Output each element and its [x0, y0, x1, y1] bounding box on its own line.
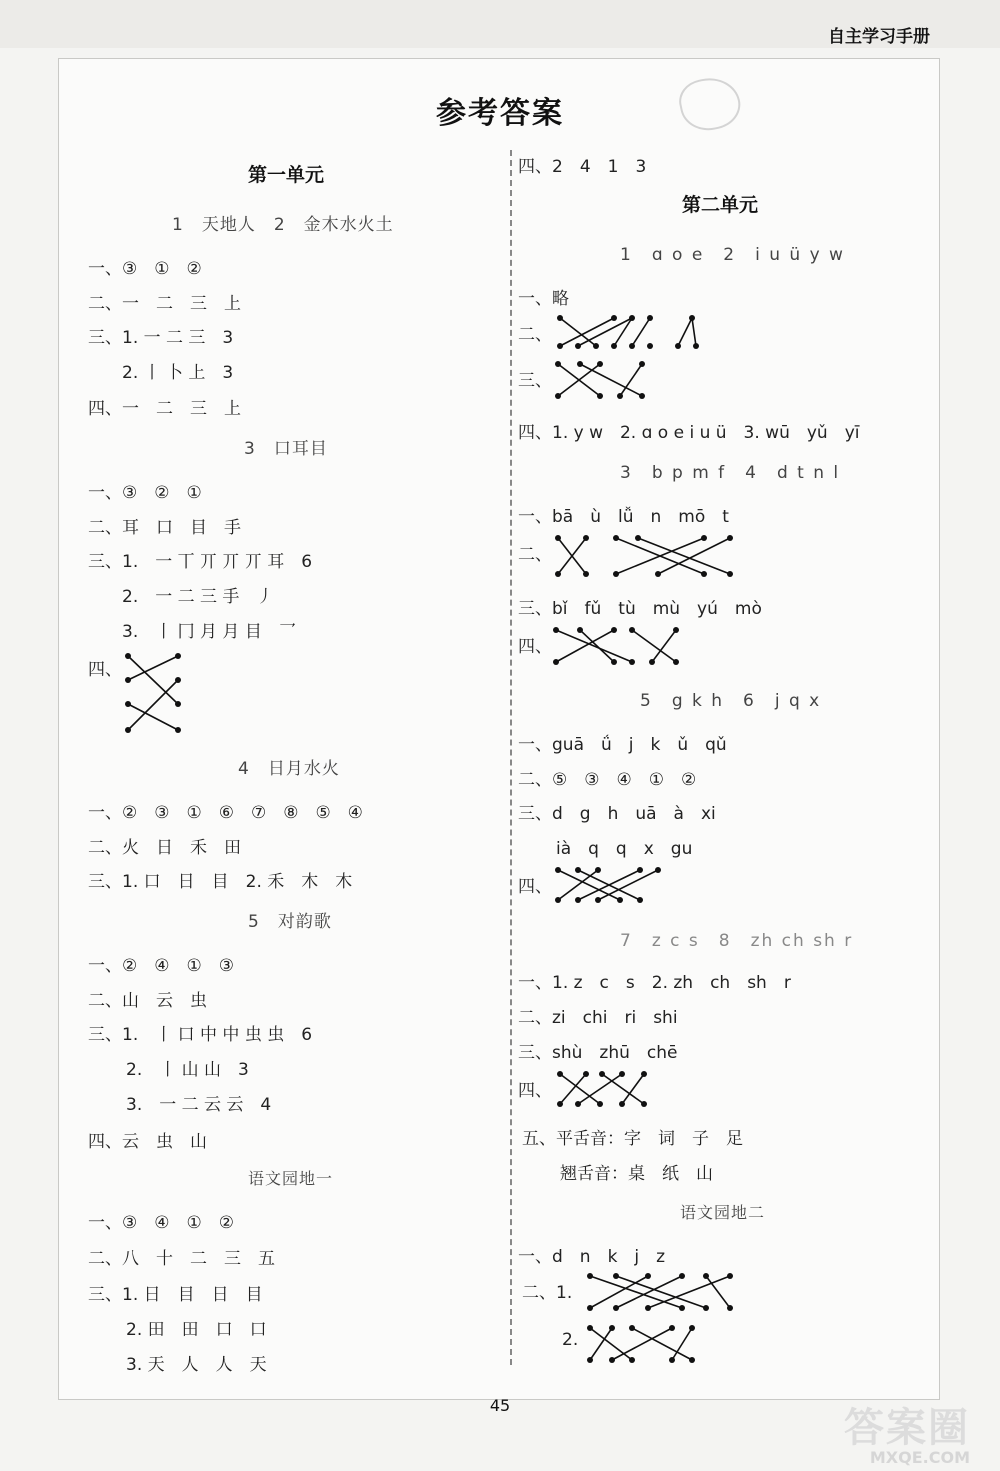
- answer-line: 四、云 虫 山: [88, 1132, 207, 1152]
- answer-line: 二、⑤ ③ ④ ① ②: [518, 770, 697, 790]
- matching-lines-diagram: [554, 534, 744, 580]
- lesson-4-heading: 4 日月水火: [238, 759, 340, 779]
- answer-line: 一、③ ② ①: [88, 483, 202, 503]
- answer-line: ià q q x gu: [556, 839, 693, 859]
- answer-line: 3. 天 人 人 天: [126, 1355, 267, 1375]
- page-title: 参考答案: [436, 96, 564, 131]
- answer-line: 一、guā ǘ j k ǔ qǔ: [518, 735, 727, 755]
- unit-2-heading: 第二单元: [682, 194, 759, 216]
- lesson-3-heading: 3 口耳目: [244, 439, 328, 459]
- answer-line: 三、1. 一 二 三 3: [88, 328, 234, 348]
- answer-line: 2.: [562, 1330, 579, 1350]
- header-label: 自主学习手册: [828, 27, 930, 47]
- matching-lines-diagram: [556, 1070, 652, 1110]
- answer-line: 2. 丨 卜 上 3: [122, 363, 234, 383]
- lesson-5-heading: 5 对韵歌: [248, 912, 332, 932]
- answer-line: 一、③ ④ ① ②: [88, 1213, 234, 1233]
- answer-line: 二、火 日 禾 田: [88, 838, 241, 858]
- answer-line: 三、d g h uā à xi: [518, 804, 716, 824]
- answer-line: 五、平舌音：字 词 子 足: [522, 1129, 743, 1149]
- answer-line: 四、: [518, 877, 552, 897]
- answer-line: 二、: [518, 545, 552, 565]
- answer-line: 2. 丨 山 山 3: [126, 1060, 249, 1080]
- matching-lines-diagram: [556, 314, 706, 354]
- answer-line: 一、② ④ ① ③: [88, 956, 234, 976]
- answer-line: 三、1. 一 丅 丌 丌 丌 耳 6: [88, 552, 313, 572]
- answer-line: 四、一 二 三 上: [88, 399, 241, 419]
- answer-line: 二、山 云 虫: [88, 991, 207, 1011]
- answer-line: 2. 一 二 三 手 丿: [122, 587, 274, 607]
- answer-line: 2. 田 田 口 口: [126, 1320, 267, 1340]
- watermark-logo: 答案圈: [844, 1405, 970, 1451]
- answer-line: 二、zi chi ri shi: [518, 1008, 678, 1028]
- page-number: 45: [489, 1396, 511, 1415]
- matching-lines-diagram: [586, 1272, 736, 1314]
- answer-line: 二、耳 口 目 手: [88, 518, 241, 538]
- answer-line: 四、2 4 1 3: [518, 157, 647, 177]
- answer-line: 四、: [88, 660, 122, 680]
- answer-line: 三、1. 日 目 日 目: [88, 1285, 263, 1305]
- answer-line: 一、bā ù lǚ n mō t: [518, 507, 729, 527]
- watermark-url: MXQE.COM: [869, 1448, 970, 1467]
- answer-line: 三、: [518, 371, 552, 391]
- answer-line: 一、1. z c s 2. zh ch sh r: [518, 973, 791, 993]
- garden-2-heading: 语文园地二: [680, 1203, 766, 1222]
- answer-line: 3. 一 二 云 云 4: [126, 1095, 272, 1115]
- lesson-1-2-pinyin-heading: 1 ɑ o e 2 i u ü y w: [620, 245, 845, 265]
- matching-lines-diagram: [554, 360, 654, 400]
- lesson-1-2-heading: 1 天地人 2 金木水火土: [172, 215, 394, 235]
- matching-lines-diagram: [552, 626, 682, 668]
- answer-line: 二、: [518, 325, 552, 345]
- answer-line: 翘舌音：桌 纸 山: [560, 1164, 713, 1184]
- answer-line: 一、③ ① ②: [88, 259, 202, 279]
- matching-lines-diagram: [120, 650, 190, 740]
- answer-line: 二、八 十 二 三 五: [88, 1249, 275, 1269]
- lesson-3-4-pinyin-heading: 3 b p m f 4 d t n l: [620, 463, 841, 483]
- lesson-7-8-pinyin-heading: 7 z c s 8 zh ch sh r: [620, 931, 854, 951]
- matching-lines-diagram: [586, 1324, 716, 1366]
- answer-line: 四、: [518, 1081, 552, 1101]
- garden-1-heading: 语文园地一: [248, 1169, 334, 1188]
- matching-lines-diagram: [554, 866, 664, 906]
- answer-line: 三、bǐ fǔ tù mù yú mò: [518, 599, 762, 619]
- unit-1-heading: 第一单元: [248, 164, 325, 186]
- answer-line: 一、② ③ ① ⑥ ⑦ ⑧ ⑤ ④: [88, 803, 363, 823]
- answer-line: 3. 丨 冂 月 月 目 乛: [122, 622, 296, 642]
- answer-line: 一、略: [518, 289, 569, 309]
- lesson-5-6-pinyin-heading: 5 g k h 6 j q x: [640, 691, 822, 711]
- column-divider: [510, 150, 512, 1365]
- answer-line: 二、1.: [522, 1283, 573, 1303]
- answer-line: 三、shù zhū chē: [518, 1043, 678, 1063]
- answer-line: 三、1. 口 日 目 2. 禾 木 木: [88, 872, 353, 892]
- answer-line: 一、d n k j z: [518, 1247, 666, 1267]
- answer-line: 四、1. y w 2. ɑ o e i u ü 3. wū yǔ yī: [518, 423, 860, 443]
- answer-line: 四、: [518, 637, 552, 657]
- answer-line: 三、1. 丨 口 中 中 虫 虫 6: [88, 1025, 313, 1045]
- answer-line: 二、一 二 三 上: [88, 294, 241, 314]
